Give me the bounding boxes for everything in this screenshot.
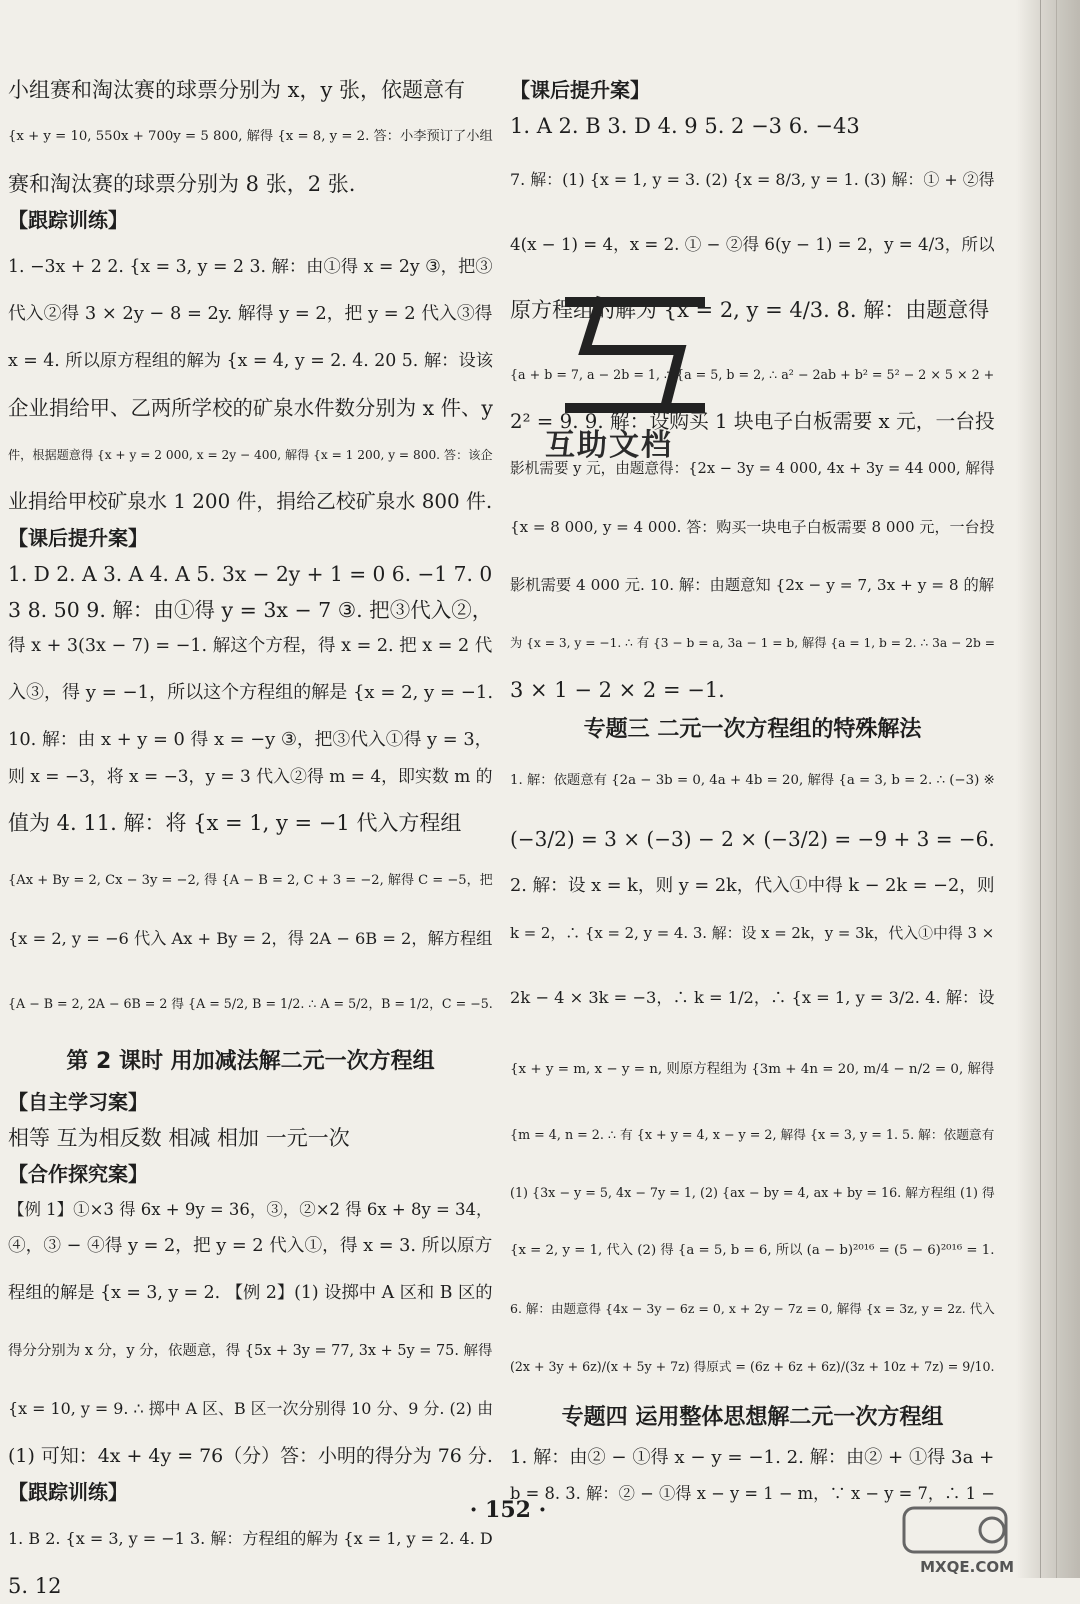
text-line: {Ax + By = 2, Cx − 3y = −2, 得 {A − B = 2, C + 3 = −2, 解得 C = −5，把: [8, 873, 493, 888]
text-line: b = 8. 3. 解：② − ①得 x − y = 1 − m，∵ x − y = 7，∴ 1 −: [510, 1484, 995, 1503]
text-line: 则 x = −3，将 x = −3，y = 3 代入②得 m = 4，即实数 m 的: [8, 766, 493, 786]
text-line: 6. 解：由题意得 {4x − 3y − 6z = 0, x + 2y − 7z = 0, 解得 {x = 3z, y = 2z. 代入: [510, 1301, 995, 1316]
text-line: 2k − 4 × 3k = −3，∴ k = 1/2，∴ {x = 1, y = 3/2. 4. 解：设: [510, 988, 995, 1007]
text-line: 业捐给甲校矿泉水 1 200 件，捐给乙校矿泉水 800 件.: [8, 490, 493, 513]
text-line: 【例 1】①×3 得 6x + 9y = 36，③，②×2 得 6x + 8y = 34，: [8, 1200, 493, 1219]
text-line: 1. B 2. {x = 3, y = −1 3. 解：方程组的解为 {x = 1, y = 2. 4. D: [8, 1529, 493, 1548]
text-line: {m = 4, n = 2. ∴ 有 {x + y = 4, x − y = 2, 解得 {x = 3, y = 1. 5. 解：依题意有: [510, 1127, 995, 1142]
text-line: {x = 2, y = −6 代入 Ax + By = 2，得 2A − 6B = 2，解方程组: [8, 929, 493, 948]
text-line: 小组赛和淘汰赛的球票分别为 x，y 张，依题意有: [8, 78, 466, 102]
text-line: 代入②得 3 × 2y − 8 = 2y. 解得 y = 2，把 y = 2 代入③得: [8, 303, 493, 324]
text-line: (−3/2) = 3 × (−3) − 2 × (−3/2) = −9 + 3 = −6.: [510, 827, 995, 851]
text-line: 10. 解：由 x + y = 0 得 x = −y ③，把③代入①得 y = 3，: [8, 729, 493, 750]
section-title: 专题三 二元一次方程组的特殊解法: [583, 717, 922, 742]
text-line: 2. 解：设 x = k，则 y = 2k，代入①中得 k − 2k = −2，则: [510, 876, 995, 896]
section-heading: 【跟踪训练】: [8, 1480, 128, 1504]
text-line: {x + y = 10, 550x + 700y = 5 800, 解得 {x = 8, y = 2. 答：小李预订了小组: [8, 129, 493, 144]
text-line: 5. 12: [8, 1574, 62, 1598]
text-line: 企业捐给甲、乙两所学校的矿泉水件数分别为 x 件、y: [8, 396, 493, 420]
text-line: {x = 2, y = 1, 代入 (2) 得 {a = 5, b = 6, 所以 (a − b)²⁰¹⁶ = (5 − 6)²⁰¹⁶ = 1.: [510, 1243, 995, 1258]
text-line: 7. 解：(1) {x = 1, y = 3. (2) {x = 8/3, y = 1. (3) 解：① + ②得: [510, 170, 995, 189]
text-line: 值为 4. 11. 解：将 {x = 1, y = −1 代入方程组: [8, 811, 462, 835]
text-line: 2² = 9. 9. 解：设购买 1 块电子白板需要 x 元，一台投: [510, 410, 995, 433]
text-line: 赛和淘汰赛的球票分别为 8 张，2 张.: [8, 172, 356, 196]
text-line: 1. −3x + 2 2. {x = 3, y = 2 3. 解：由①得 x = 2y ③，把③: [8, 257, 493, 277]
section-heading: 【自主学习案】: [8, 1090, 148, 1114]
text-line: 原方程组的解为 {x = 2, y = 4/3. 8. 解：由题意得: [510, 298, 990, 322]
text-line: 1. 解：由② − ①得 x − y = −1. 2. 解：由② + ①得 3a +: [510, 1447, 995, 1468]
text-line: 3 × 1 − 2 × 2 = −1.: [510, 678, 725, 702]
text-line: 1. A 2. B 3. D 4. 9 5. 2 −3 6. −43: [510, 114, 860, 138]
text-line: 影机需要 y 元，由题意得：{2x − 3y = 4 000, 4x + 3y = 44 000, 解得: [510, 460, 995, 477]
text-line: 1. 解：依题意有 {2a − 3b = 0, 4a + 4b = 20, 解得 {a = 3, b = 2. ∴ (−3) ※: [510, 773, 995, 788]
text-line: 相等 互为相反数 相减 相加 一元一次: [8, 1126, 350, 1150]
text-line: x = 4. 所以原方程组的解为 {x = 4, y = 2. 4. 20 5. 解：设该: [8, 351, 494, 371]
text-line: (2x + 3y + 6z)/(x + 5y + 7z) 得原式 = (6z + 6z + 6z)/(3z + 10z + 7z) = 9/10.: [510, 1359, 995, 1374]
section-heading: 【课后提升案】: [8, 526, 148, 550]
text-line: {x = 8 000, y = 4 000. 答：购买一块电子白板需要 8 000 元，一台投: [510, 518, 995, 536]
text-line: 得 x + 3(3x − 7) = −1. 解这个方程，得 x = 2. 把 x = 2 代: [8, 636, 493, 656]
text-line: 入③，得 y = −1，所以这个方程组的解是 {x = 2, y = −1.: [8, 682, 494, 703]
section-title: 第 2 课时 用加减法解二元一次方程组: [66, 1049, 435, 1074]
text-line: (1) {3x − y = 5, 4x − 7y = 1, (2) {ax − by = 4, ax + by = 16. 解方程组 (1) 得: [510, 1185, 995, 1200]
right-column: [510, 72, 995, 1512]
stamp-watermark-icon: [560, 290, 710, 420]
text-line: 3 8. 50 9. 解：由①得 y = 3x − 7 ③. 把③代入②，: [8, 598, 493, 622]
text-line: 4(x − 1) = 4，x = 2. ① − ②得 6(y − 1) = 2，y = 4/3，所以: [510, 235, 995, 254]
page-number: · 152 ·: [469, 1497, 547, 1523]
text-line: (1) 可知：4x + 4y = 76（分）答：小明的得分为 76 分.: [8, 1445, 493, 1467]
text-line: {x + y = m, x − y = n, 则原方程组为 {3m + 4n = 20, m/4 − n/2 = 0, 解得: [510, 1062, 995, 1077]
text-line: 影机需要 4 000 元. 10. 解：由题意知 {2x − y = 7, 3x + y = 8 的解: [510, 576, 995, 594]
text-line: {a + b = 7, a − 2b = 1, ∴ {a = 5, b = 2, ∴ a² − 2ab + b² = 5² − 2 × 5 × 2 +: [510, 367, 995, 382]
watermark-text: 互助文档: [545, 428, 673, 463]
section-heading: 【跟踪训练】: [8, 208, 128, 232]
left-column: [8, 72, 493, 1604]
text-line: 1. D 2. A 3. A 4. A 5. 3x − 2y + 1 = 0 6. −1 7. 0: [8, 562, 493, 586]
text-line: {x = 10, y = 9. ∴ 掷中 A 区、B 区一次分别得 10 分、9 分. (2) 由: [8, 1399, 493, 1418]
text-line: 程组的解是 {x = 3, y = 2. 【例 2】(1) 设掷中 A 区和 B 区的: [8, 1283, 493, 1303]
text-line: ④，③ − ④得 y = 2，把 y = 2 代入①，得 x = 3. 所以原方: [8, 1236, 493, 1256]
section-title: 专题四 运用整体思想解二元一次方程组: [561, 1405, 944, 1430]
text-line: {A − B = 2, 2A − 6B = 2 得 {A = 5/2, B = 1/2. ∴ A = 5/2，B = 1/2，C = −5.: [8, 996, 493, 1011]
section-heading: 【课后提升案】: [510, 78, 650, 102]
text-line: 件，根据题意得 {x + y = 2 000, x = 2y − 400, 解得 {x = 1 200, y = 800. 答：该企: [8, 448, 493, 462]
page-edge-shadow: [1016, 0, 1080, 1578]
section-heading: 【合作探究案】: [8, 1162, 148, 1186]
text-line: k = 2，∴ {x = 2, y = 4. 3. 解：设 x = 2k，y = 3k，代入①中得 3 ×: [510, 924, 995, 942]
corner-watermark-url: MXQE.COM: [920, 1558, 1014, 1576]
text-line: 得分分别为 x 分，y 分，依题意，得 {5x + 3y = 77, 3x + 5y = 75. 解得: [8, 1343, 493, 1359]
text-line: 为 {x = 3, y = −1. ∴ 有 {3 − b = a, 3a − 1 = b, 解得 {a = 1, b = 2. ∴ 3a − 2b =: [510, 636, 995, 650]
